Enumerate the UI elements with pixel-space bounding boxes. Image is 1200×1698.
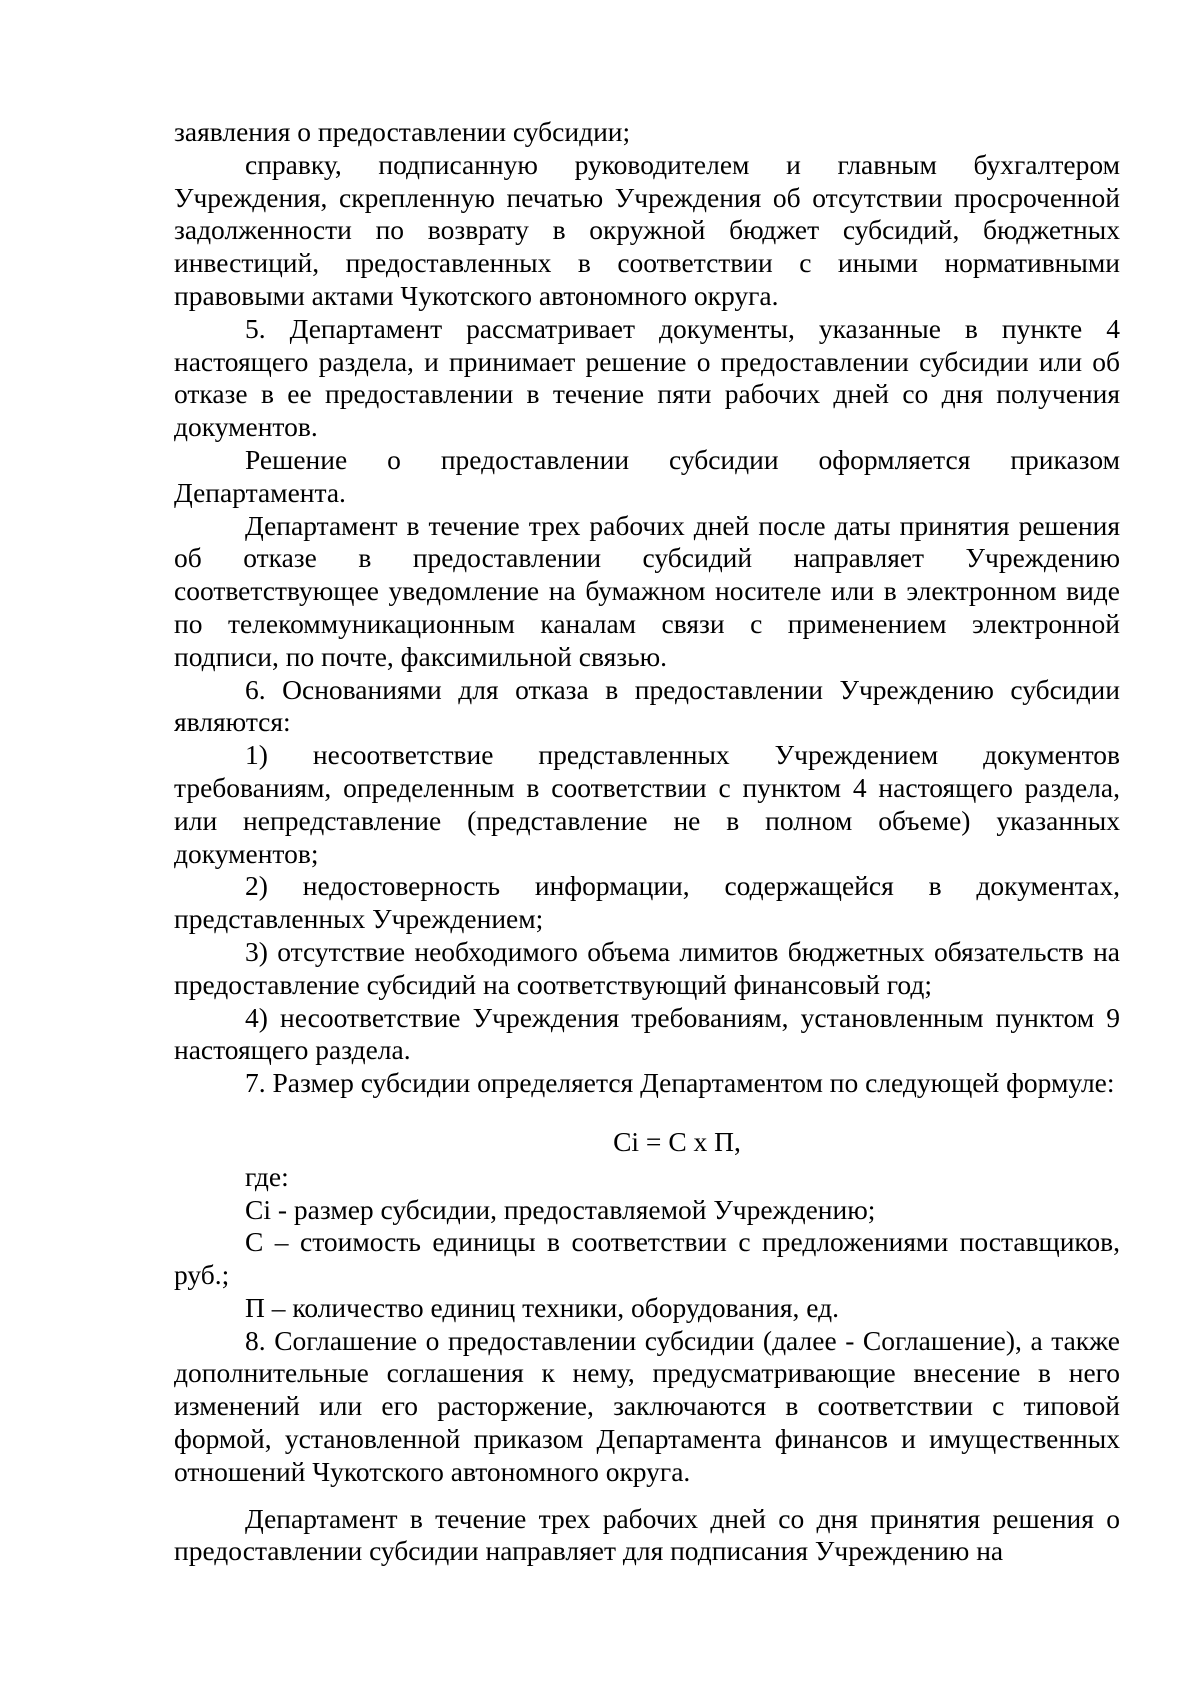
paragraph-decision: Решение о предоставлении субсидии оформляется приказом Департамента. [174, 443, 1120, 508]
paragraph-reason-1: 1) несоответствие представленных Учреждением документов требованиям, определенным в соответствии с пунктом 4 настоящего раздела, или непредставление (представление не в полном объеме) указанных документов; [174, 739, 1120, 869]
paragraph-def-c: С – стоимость единицы в соответствии с предложениями поставщиков, руб.; [174, 1226, 1120, 1291]
paragraph-where: где: [245, 1160, 289, 1192]
document-page [174, 116, 1120, 1568]
paragraph-reason-2: 2) недостоверность информации, содержащейся в документах, представленных Учреждением; [174, 870, 1120, 935]
paragraph-item-5: 5. Департамент рассматривает документы, указанные в пункте 4 настоящего раздела, и принимает решение о предоставлении субсидии или об отказе в ее предоставлении в течение пяти рабочих дней со дня получения документов. [174, 312, 1120, 443]
paragraph-application-end: заявления о предоставлении субсидии; [174, 116, 631, 147]
paragraph-def-p: П – количество единиц техники, оборудования, ед. [245, 1291, 839, 1323]
paragraph-reason-3: 3) отсутствие необходимого объема лимитов бюджетных обязательств на предоставление субсидий на соответствующий финансовый год; [174, 935, 1120, 1000]
paragraph-item-6: 6. Основаниями для отказа в предоставлении Учреждению субсидии являются: [174, 673, 1120, 738]
paragraph-item-7: 7. Размер субсидии определяется Департаментом по следующей формуле: [245, 1067, 1115, 1099]
paragraph-item-8: 8. Соглашение о предоставлении субсидии (далее - Соглашение), а также дополнительные соглашения к нему, предусматривающие внесение в него изменений или его расторжение, заключаются в соответствии с типовой формой, установленной приказом Департамента финансов и имущественных отношений Чукотского автономного округа. [174, 1324, 1120, 1487]
paragraph-def-ci: Ci - размер субсидии, предоставляемой Учреждению; [245, 1193, 876, 1225]
paragraph-agreement-send: Департамент в течение трех рабочих дней со дня принятия решения о предоставлении субсидии направляет для подписания Учреждению на [174, 1502, 1120, 1567]
paragraph-certificate: справку, подписанную руководителем и главным бухгалтером Учреждения, скрепленную печатью Учреждения об отсутствии просроченной задолженности по возврату в окружной бюджет субсидий, бюджетных инвестиций, предоставленных в соответствии с иными нормативными правовыми актами Чукотского автономного округа. [174, 148, 1120, 311]
paragraph-reason-4: 4) несоответствие Учреждения требованиям, установленным пунктом 9 настоящего раздела. [174, 1001, 1120, 1066]
paragraph-refusal-notice: Департамент в течение трех рабочих дней после даты принятия решения об отказе в предоставлении субсидий направляет Учреждению соответствующее уведомление на бумажном носителе или в электронном виде по телекоммуникационным каналам связи с применением электронной подписи, по почте, факсимильной связью. [174, 509, 1120, 672]
subsidy-formula: Ci = C x П, [613, 1125, 741, 1157]
